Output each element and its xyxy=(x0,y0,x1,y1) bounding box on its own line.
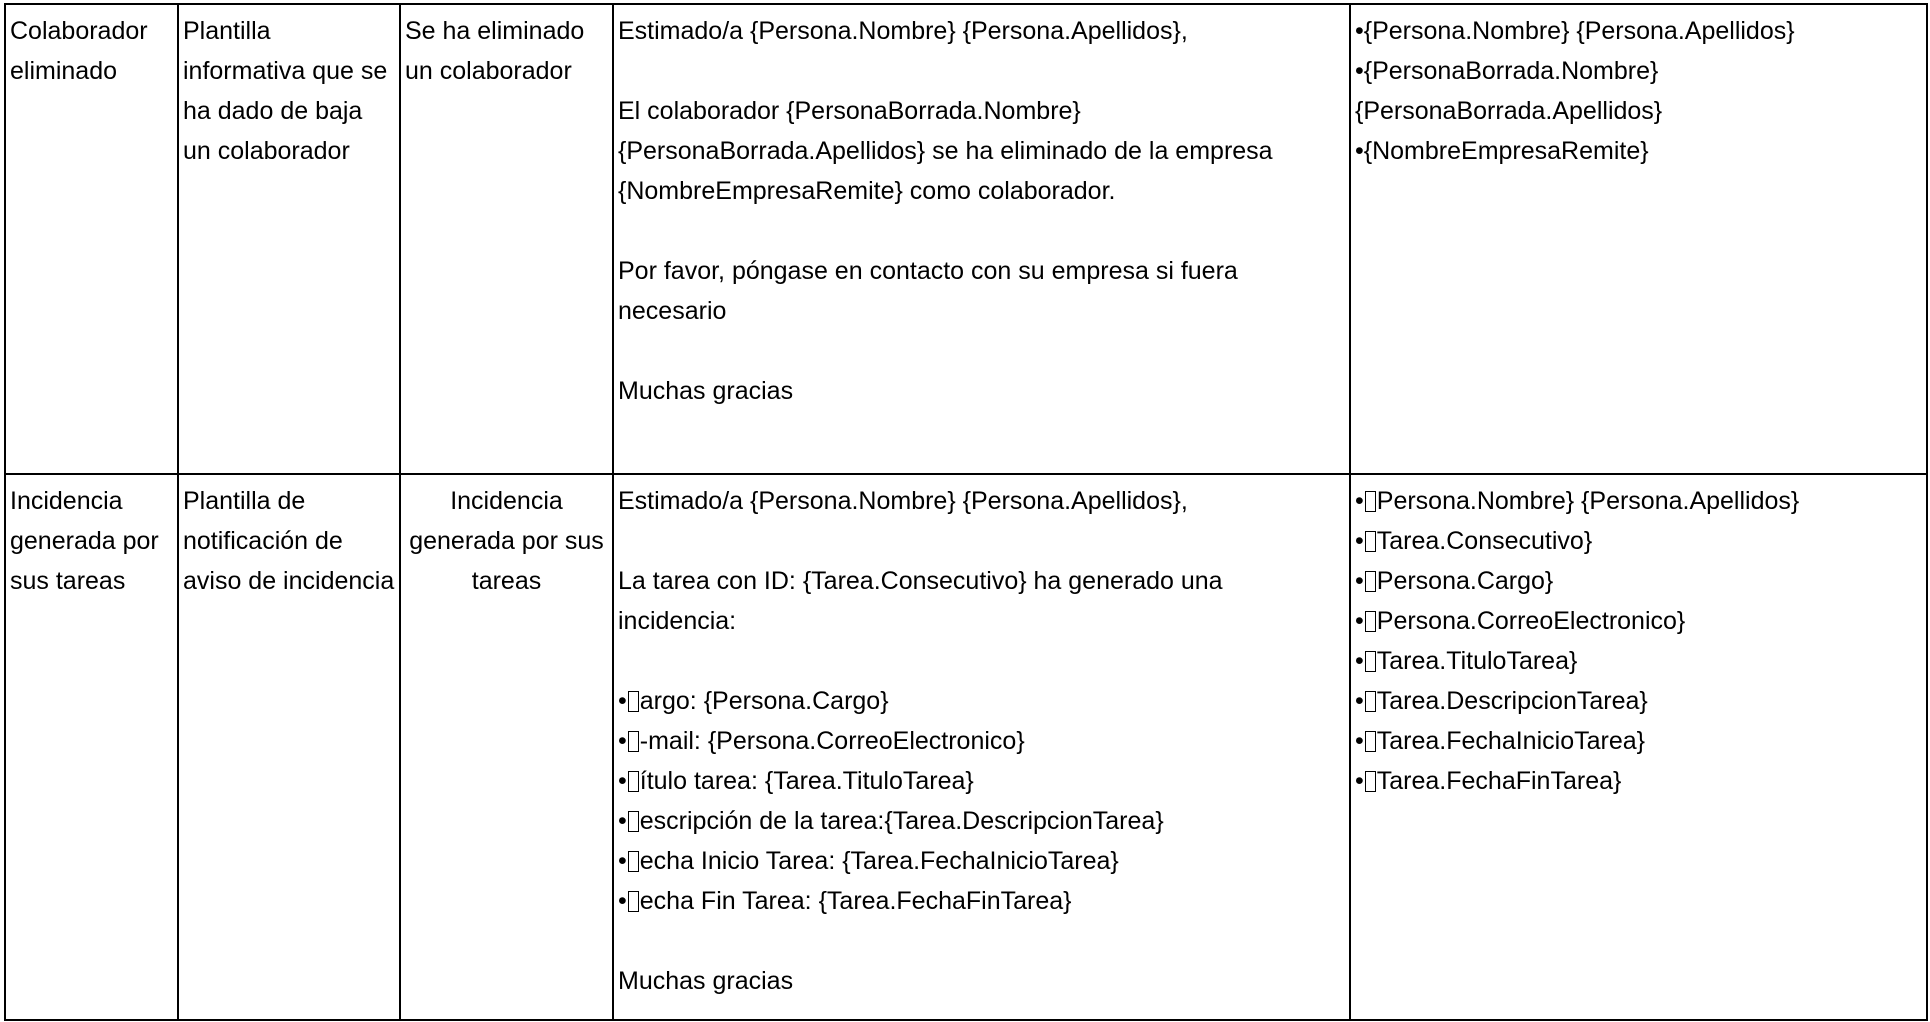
body-bullet-text: echa Inicio Tarea: {Tarea.FechaInicioTarea} xyxy=(639,847,1119,875)
missing-glyph-icon xyxy=(1365,731,1376,752)
variable-item xyxy=(1355,481,1922,521)
bullet-icon: • xyxy=(1355,647,1364,675)
variable-item xyxy=(1355,761,1922,801)
body-paragraph: El colaborador {PersonaBorrada.Nombre} {PersonaBorrada.Apellidos} se ha eliminado de la empresa {NombreEmpresaRemite} como colaborador. xyxy=(618,97,1273,205)
missing-glyph-icon xyxy=(1365,691,1376,712)
bullet-icon: • xyxy=(1355,487,1364,515)
bullet-icon: • xyxy=(618,847,627,875)
body-bullet-text: echa Fin Tarea: {Tarea.FechaFinTarea} xyxy=(639,887,1072,915)
template-body-cell xyxy=(613,4,1350,474)
variable-item: •{PersonaBorrada.Nombre} {PersonaBorrada.Apellidos} xyxy=(1355,57,1663,125)
body-bullet-item xyxy=(618,761,1345,801)
variable-item xyxy=(1355,561,1922,601)
bullet-icon: • xyxy=(1355,767,1364,795)
variable-text: Persona.Nombre} {Persona.Apellidos} xyxy=(1376,487,1800,515)
template-subject-cell: Incidencia generada por sus tareas xyxy=(400,474,613,1020)
body-greeting: Estimado/a {Persona.Nombre} {Persona.Apellidos}, xyxy=(618,487,1188,515)
variable-item xyxy=(1355,721,1922,761)
bullet-icon: • xyxy=(1355,687,1364,715)
bullet-icon: • xyxy=(618,687,627,715)
template-name-cell: Colaborador eliminado xyxy=(5,4,178,474)
template-subject-cell: Se ha eliminado un colaborador xyxy=(400,4,613,474)
bullet-icon: • xyxy=(618,807,627,835)
body-bullet-text: ítulo tarea: {Tarea.TituloTarea} xyxy=(639,767,974,795)
missing-glyph-icon xyxy=(628,811,639,832)
variable-item: •{Persona.Nombre} {Persona.Apellidos} xyxy=(1355,17,1795,45)
variable-text: Persona.Cargo} xyxy=(1376,567,1554,595)
template-variables-cell xyxy=(1350,474,1927,1020)
body-bullet-item xyxy=(618,801,1345,841)
variable-item xyxy=(1355,521,1922,561)
variable-item xyxy=(1355,681,1922,721)
missing-glyph-icon xyxy=(628,731,639,752)
table-row xyxy=(5,4,1927,474)
body-paragraph: Por favor, póngase en contacto con su empresa si fuera necesario xyxy=(618,257,1238,325)
body-bullet-item xyxy=(618,681,1345,721)
template-description-cell: Plantilla de notificación de aviso de incidencia xyxy=(178,474,400,1020)
body-paragraph: La tarea con ID: {Tarea.Consecutivo} ha generado una incidencia: xyxy=(618,567,1223,635)
template-name-cell: Incidencia generada por sus tareas xyxy=(5,474,178,1020)
variable-text: Tarea.FechaFinTarea} xyxy=(1376,767,1622,795)
bullet-icon: • xyxy=(1355,527,1364,555)
missing-glyph-icon xyxy=(628,691,639,712)
body-bullet-text: -mail: {Persona.CorreoElectronico} xyxy=(639,727,1025,755)
variable-text: Tarea.TituloTarea} xyxy=(1376,647,1578,675)
body-bullet-text: argo: {Persona.Cargo} xyxy=(639,687,889,715)
bullet-icon: • xyxy=(618,887,627,915)
body-bullet-item xyxy=(618,721,1345,761)
body-greeting: Estimado/a {Persona.Nombre} {Persona.Apellidos}, xyxy=(618,17,1188,45)
body-bullet-item xyxy=(618,881,1345,921)
variable-text: Tarea.FechaInicioTarea} xyxy=(1376,727,1645,755)
body-closing: Muchas gracias xyxy=(618,377,794,405)
table-row xyxy=(5,474,1927,1020)
variable-item: •{NombreEmpresaRemite} xyxy=(1355,137,1649,165)
missing-glyph-icon xyxy=(628,771,639,792)
missing-glyph-icon xyxy=(1365,611,1376,632)
missing-glyph-icon xyxy=(1365,491,1376,512)
bullet-icon: • xyxy=(618,767,627,795)
templates-table xyxy=(4,3,1928,1021)
template-variables-cell xyxy=(1350,4,1927,474)
template-body-cell xyxy=(613,474,1350,1020)
variable-item xyxy=(1355,641,1922,681)
missing-glyph-icon xyxy=(628,851,639,872)
body-bullet-item xyxy=(618,841,1345,881)
body-bullet-text: escripción de la tarea:{Tarea.DescripcionTarea} xyxy=(639,807,1164,835)
variable-text: Tarea.Consecutivo} xyxy=(1376,527,1593,555)
variable-text: Persona.CorreoElectronico} xyxy=(1376,607,1686,635)
bullet-icon: • xyxy=(1355,727,1364,755)
bullet-icon: • xyxy=(1355,607,1364,635)
missing-glyph-icon xyxy=(1365,571,1376,592)
bullet-icon: • xyxy=(1355,567,1364,595)
body-closing: Muchas gracias xyxy=(618,967,794,995)
missing-glyph-icon xyxy=(1365,771,1376,792)
template-description-cell: Plantilla informativa que se ha dado de baja un colaborador xyxy=(178,4,400,474)
missing-glyph-icon xyxy=(1365,531,1376,552)
missing-glyph-icon xyxy=(1365,651,1376,672)
bullet-icon: • xyxy=(618,727,627,755)
variable-text: Tarea.DescripcionTarea} xyxy=(1376,687,1648,715)
missing-glyph-icon xyxy=(628,891,639,912)
variable-item xyxy=(1355,601,1922,641)
